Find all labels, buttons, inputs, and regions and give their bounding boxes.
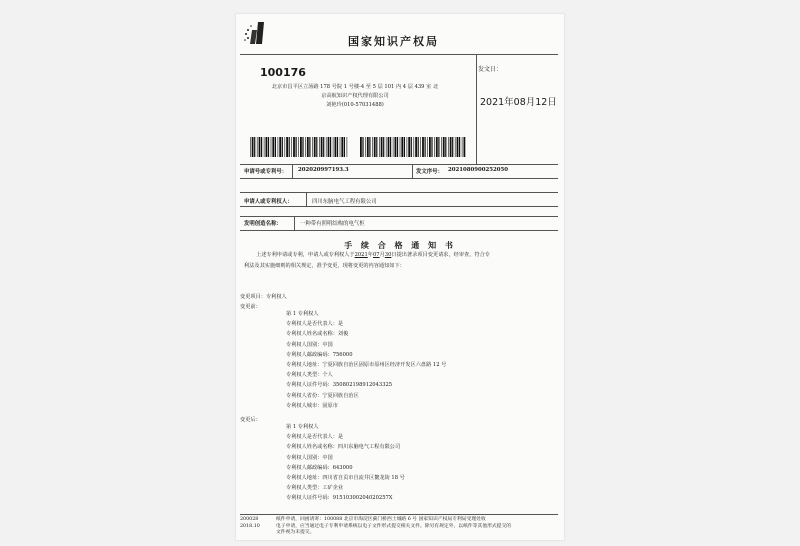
divider <box>412 164 413 178</box>
footer-line: 文件视为未提交。 <box>276 530 315 535</box>
invention-title-label: 发明创造名称： <box>244 221 282 227</box>
applicant-label: 申请人或专利权人： <box>244 199 293 205</box>
issue-date-label: 发文日： <box>478 66 503 73</box>
office-title: 国家知识产权局 <box>348 35 439 48</box>
divider <box>294 216 295 230</box>
change-line: 专利权人证件号码：91510300204020257X <box>286 495 393 502</box>
footer-line: 电子申请，应当通过电子专利申请系统以电子文件形式提交相关文件。除另有规定外，以纸件等其他形式提交的 <box>276 523 512 529</box>
serial-no: 2021080900252050 <box>448 167 509 173</box>
divider <box>240 514 558 515</box>
divider <box>306 192 307 206</box>
change-line: 专利权人城市：固原市 <box>286 402 338 409</box>
change-item-label: 变更项目：专利权人 <box>240 294 287 300</box>
change-line: 第 1 专利权人 <box>286 424 319 430</box>
divider <box>240 230 558 231</box>
applicant: 四川东脑电气工程有限公司 <box>312 199 377 205</box>
change-line: 专利权人类型：工矿企业 <box>286 485 344 492</box>
address-line: 北京市昌平区立汤路 178 号院 1 号楼-4 至 5 层 101 内 4 层 439 室 北 <box>271 84 439 90</box>
after-label: 变更后： <box>240 417 261 423</box>
app-no: 202020997193.3 <box>298 167 349 173</box>
recipient-zip: 100176 <box>260 66 306 79</box>
change-line: 第 1 专利权人 <box>286 311 319 317</box>
divider <box>240 206 558 207</box>
divider <box>240 192 558 193</box>
app-no-label: 申请号或专利号： <box>244 169 288 175</box>
divider <box>240 164 558 165</box>
divider <box>476 54 477 164</box>
intro-line: 上述专利申请或专利，申请人或专利权人于2021年07月30日提出著录项目变更请求，经审查，符合专 <box>256 252 490 258</box>
divider <box>240 216 558 217</box>
change-line: 专利权人是否代表人：是 <box>286 434 344 441</box>
before-label: 变更前： <box>240 304 261 310</box>
change-line: 专利权人是否代表人：是 <box>286 321 344 328</box>
footer-notes <box>276 517 560 537</box>
change-line: 专利权人证件号码：350802198912043325 <box>286 382 393 389</box>
intro-line: 利法及其实施细则的相关规定，准予变更，现将变更的内容通知如下： <box>244 263 405 269</box>
change-line: 专利权人国别：中国 <box>286 341 333 348</box>
divider <box>240 178 558 179</box>
barcode <box>360 137 466 157</box>
change-line: 专利权人邮政编码：643000 <box>286 464 353 471</box>
document-page <box>236 14 564 540</box>
cnipa-logo-icon <box>242 20 270 46</box>
invention-title: 一种带有照明结构的电气柜 <box>300 221 365 227</box>
divider <box>292 164 293 178</box>
change-line: 专利权人邮政编码：756000 <box>286 351 353 358</box>
divider <box>240 54 558 55</box>
issue-date: 2021年08月12日 <box>480 97 557 108</box>
change-line: 专利权人姓名或名称：刘俊 <box>286 331 349 338</box>
notice-title: 手 续 合 格 通 知 书 <box>344 240 456 250</box>
barcode <box>250 137 350 157</box>
change-line: 专利权人地址：四川省自贡市自流井区鳌龙街 18 号 <box>286 475 405 481</box>
recipient-address <box>250 83 460 110</box>
serial-label: 发文序号： <box>416 169 443 175</box>
footer-line: 纸件申请，回函请寄：100088 北京市海淀区蓟门桥西土城路 6 号 国家知识产权局专利局受理处收 <box>276 517 486 522</box>
change-line: 专利权人地址：宁夏回族自治区固原市原州区经济开发区六盘路 12 号 <box>286 362 447 368</box>
contact: 刘艳玲(010-57031488) <box>326 102 384 108</box>
change-line: 专利权人国别：中国 <box>286 454 333 461</box>
notice-intro <box>244 250 558 272</box>
change-line: 专利权人省份：宁夏回族自治区 <box>286 392 359 399</box>
change-line: 专利权人姓名或名称：四川东脑电气工程有限公司 <box>286 444 401 451</box>
change-line: 专利权人类型：个人 <box>286 372 333 379</box>
address-line: 京高航知识产权代理有限公司 <box>321 93 389 99</box>
form-code: 200028 2018.10 <box>240 517 260 529</box>
